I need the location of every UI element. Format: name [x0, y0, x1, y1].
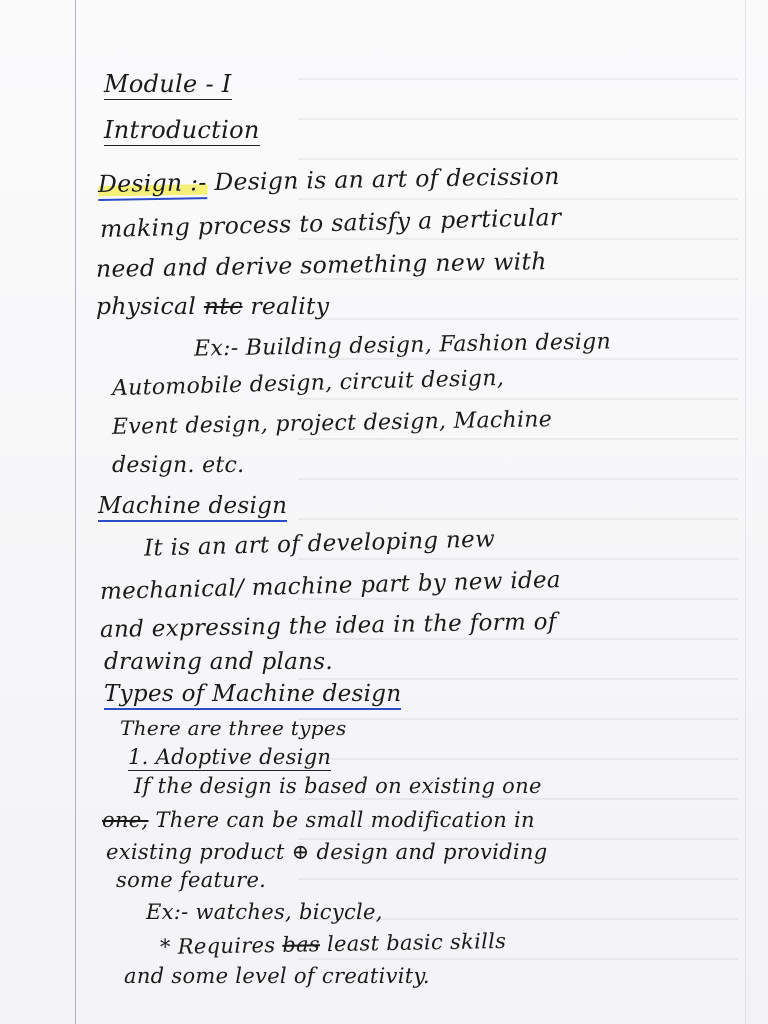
adaptive-heading-text: 1. Adoptive design: [128, 745, 332, 769]
machine-design-heading: [98, 492, 287, 520]
adaptive-line-2-text: There can be small modification in: [155, 808, 535, 832]
requires-b: least basic skills: [326, 928, 507, 957]
adaptive-line-1-text: If the design is based on existing one: [134, 774, 542, 798]
machine-line-2-text: mechanical/ machine part by new idea: [99, 566, 562, 606]
machine-line-3-text: and expressing the idea in the form of: [99, 609, 557, 643]
example-2-line-1: [146, 898, 383, 926]
struck-word: ntc: [203, 292, 243, 320]
types-heading: [104, 680, 401, 708]
design-definition-line-1: [98, 162, 560, 198]
last-line-text: and some level of creativity.: [124, 964, 430, 988]
example-1-line-4: [112, 452, 244, 480]
types-heading-text: Types of Machine design: [104, 681, 401, 710]
machine-definition-line-4: [104, 648, 333, 676]
example-2-line-1-text: Ex:- watches, bicycle,: [146, 900, 383, 924]
design-definition-line-3: [96, 247, 547, 283]
adaptive-line-4-text: some feature.: [116, 868, 267, 892]
machine-line-1-text: It is an art of developing new: [143, 526, 496, 562]
design-definition-line-2: [100, 203, 562, 243]
design-line-3-text: need and derive something new with: [95, 247, 547, 283]
design-line-2-text: making process to satisfy a perticular: [99, 202, 562, 244]
struck-word: bas: [282, 932, 321, 957]
machine-definition-line-1: [144, 525, 496, 562]
example-1-line-2: [112, 365, 505, 403]
introduction-heading-text: Introduction: [104, 116, 260, 144]
adaptive-line-1: [134, 772, 542, 800]
example-1-line-2-text: Automobile design, circuit design,: [111, 365, 505, 402]
types-intro-text: There are three types: [120, 716, 347, 740]
module-title: [104, 70, 232, 98]
example-1-line-1: [194, 328, 611, 363]
adaptive-design-heading: [128, 743, 331, 771]
design-line-4-a: physical: [96, 292, 197, 320]
requires-a: * Requires: [159, 933, 276, 960]
machine-definition-line-2: [100, 566, 562, 606]
adaptive-line-3: [106, 838, 548, 866]
design-line-1-rest: Design is an art of decission: [214, 161, 560, 196]
design-term: Design :-: [98, 168, 207, 201]
adaptive-line-4: [116, 866, 266, 894]
adaptive-line-3-text: existing product ⊕ design and providing: [106, 840, 548, 864]
machine-design-heading-text: Machine design: [98, 493, 287, 522]
example-1-line-3-text: Event design, project design, Machine: [111, 407, 553, 440]
design-definition-line-4: [96, 292, 329, 320]
example-1-line-4-text: design. etc.: [112, 453, 245, 478]
margin-rule: [75, 0, 76, 1024]
machine-definition-line-3: [100, 608, 557, 644]
struck-word: one,: [102, 808, 149, 832]
page-edge: [745, 0, 746, 1024]
design-line-4-b: reality: [250, 292, 330, 320]
last-line: [124, 962, 430, 990]
example-1-line-1-text: Ex:- Building design, Fashion design: [193, 329, 612, 362]
module-title-text: Module - I: [104, 70, 232, 98]
requires-line: [160, 927, 507, 961]
adaptive-line-2: [102, 806, 535, 834]
machine-line-4-text: drawing and plans.: [104, 649, 333, 675]
example-1-line-3: [112, 406, 553, 442]
types-intro: [120, 714, 347, 742]
introduction-heading: [104, 116, 260, 144]
